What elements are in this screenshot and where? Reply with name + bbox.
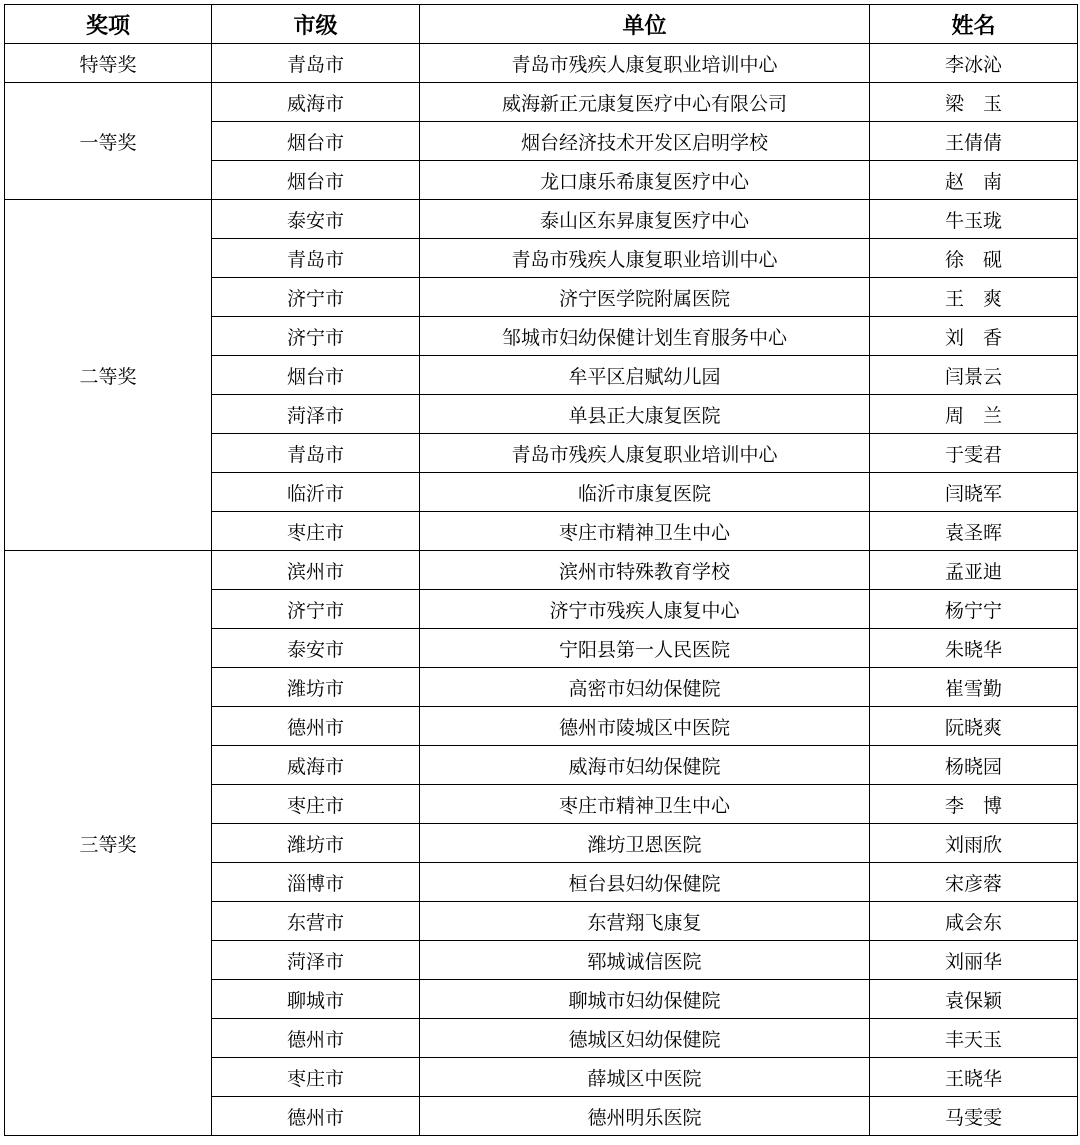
award-table-header [5, 5, 1078, 44]
header-award: 奖项 [5, 5, 212, 44]
city-cell: 德州市 [212, 1019, 420, 1058]
award-level-cell: 三等奖 [5, 551, 212, 1136]
unit-cell: 潍坊卫恩医院 [420, 824, 870, 863]
name-cell: 周 兰 [870, 395, 1078, 434]
unit-cell: 德城区妇幼保健院 [420, 1019, 870, 1058]
table-row [5, 551, 1078, 590]
name-cell: 孟亚迪 [870, 551, 1078, 590]
name-cell: 徐 砚 [870, 239, 1078, 278]
header-unit: 单位 [420, 5, 870, 44]
award-level-cell: 二等奖 [5, 200, 212, 551]
unit-cell: 牟平区启赋幼儿园 [420, 356, 870, 395]
unit-cell: 滨州市特殊教育学校 [420, 551, 870, 590]
city-cell: 德州市 [212, 707, 420, 746]
city-cell: 淄博市 [212, 863, 420, 902]
award-level-cell: 特等奖 [5, 44, 212, 83]
name-cell: 于雯君 [870, 434, 1078, 473]
city-cell: 济宁市 [212, 317, 420, 356]
city-cell: 枣庄市 [212, 512, 420, 551]
city-cell: 青岛市 [212, 239, 420, 278]
name-cell: 咸会东 [870, 902, 1078, 941]
unit-cell: 高密市妇幼保健院 [420, 668, 870, 707]
city-cell: 聊城市 [212, 980, 420, 1019]
unit-cell: 聊城市妇幼保健院 [420, 980, 870, 1019]
name-cell: 杨宁宁 [870, 590, 1078, 629]
name-cell: 丰天玉 [870, 1019, 1078, 1058]
unit-cell: 泰山区东昇康复医疗中心 [420, 200, 870, 239]
name-cell: 王倩倩 [870, 122, 1078, 161]
name-cell: 宋彦蓉 [870, 863, 1078, 902]
unit-cell: 枣庄市精神卫生中心 [420, 785, 870, 824]
unit-cell: 东营翔飞康复 [420, 902, 870, 941]
unit-cell: 德州市陵城区中医院 [420, 707, 870, 746]
table-row [5, 200, 1078, 239]
name-cell: 袁圣晖 [870, 512, 1078, 551]
name-cell: 刘雨欣 [870, 824, 1078, 863]
unit-cell: 临沂市康复医院 [420, 473, 870, 512]
header-name: 姓名 [870, 5, 1078, 44]
unit-cell: 青岛市残疾人康复职业培训中心 [420, 44, 870, 83]
city-cell: 临沂市 [212, 473, 420, 512]
city-cell: 滨州市 [212, 551, 420, 590]
name-cell: 梁 玉 [870, 83, 1078, 122]
name-cell: 赵 南 [870, 161, 1078, 200]
city-cell: 东营市 [212, 902, 420, 941]
city-cell: 烟台市 [212, 122, 420, 161]
name-cell: 王晓华 [870, 1058, 1078, 1097]
unit-cell: 郓城诚信医院 [420, 941, 870, 980]
unit-cell: 宁阳县第一人民医院 [420, 629, 870, 668]
award-list-sheet [4, 4, 1078, 1136]
name-cell: 刘丽华 [870, 941, 1078, 980]
name-cell: 阮晓爽 [870, 707, 1078, 746]
city-cell: 烟台市 [212, 356, 420, 395]
unit-cell: 青岛市残疾人康复职业培训中心 [420, 434, 870, 473]
name-cell: 马雯雯 [870, 1097, 1078, 1136]
name-cell: 牛玉珑 [870, 200, 1078, 239]
unit-cell: 桓台县妇幼保健院 [420, 863, 870, 902]
city-cell: 烟台市 [212, 161, 420, 200]
unit-cell: 邹城市妇幼保健计划生育服务中心 [420, 317, 870, 356]
unit-cell: 威海市妇幼保健院 [420, 746, 870, 785]
city-cell: 威海市 [212, 746, 420, 785]
name-cell: 闫晓军 [870, 473, 1078, 512]
city-cell: 菏泽市 [212, 941, 420, 980]
award-level-cell: 一等奖 [5, 83, 212, 200]
unit-cell: 济宁市残疾人康复中心 [420, 590, 870, 629]
city-cell: 泰安市 [212, 629, 420, 668]
name-cell: 李 博 [870, 785, 1078, 824]
city-cell: 菏泽市 [212, 395, 420, 434]
name-cell: 刘 香 [870, 317, 1078, 356]
city-cell: 泰安市 [212, 200, 420, 239]
name-cell: 闫景云 [870, 356, 1078, 395]
city-cell: 潍坊市 [212, 668, 420, 707]
city-cell: 德州市 [212, 1097, 420, 1136]
table-row [5, 83, 1078, 122]
unit-cell: 薛城区中医院 [420, 1058, 870, 1097]
name-cell: 李冰沁 [870, 44, 1078, 83]
city-cell: 威海市 [212, 83, 420, 122]
city-cell: 济宁市 [212, 590, 420, 629]
unit-cell: 枣庄市精神卫生中心 [420, 512, 870, 551]
city-cell: 潍坊市 [212, 824, 420, 863]
unit-cell: 单县正大康复医院 [420, 395, 870, 434]
unit-cell: 龙口康乐希康复医疗中心 [420, 161, 870, 200]
unit-cell: 济宁医学院附属医院 [420, 278, 870, 317]
name-cell: 王 爽 [870, 278, 1078, 317]
header-city: 市级 [212, 5, 420, 44]
unit-cell: 威海新正元康复医疗中心有限公司 [420, 83, 870, 122]
city-cell: 济宁市 [212, 278, 420, 317]
name-cell: 朱晓华 [870, 629, 1078, 668]
unit-cell: 烟台经济技术开发区启明学校 [420, 122, 870, 161]
city-cell: 青岛市 [212, 44, 420, 83]
header-row [5, 5, 1078, 44]
table-row [5, 44, 1078, 83]
city-cell: 枣庄市 [212, 1058, 420, 1097]
unit-cell: 德州明乐医院 [420, 1097, 870, 1136]
name-cell: 杨晓园 [870, 746, 1078, 785]
name-cell: 崔雪勤 [870, 668, 1078, 707]
award-table-body [5, 44, 1078, 1136]
name-cell: 袁保颖 [870, 980, 1078, 1019]
award-table [4, 4, 1078, 1136]
unit-cell: 青岛市残疾人康复职业培训中心 [420, 239, 870, 278]
city-cell: 枣庄市 [212, 785, 420, 824]
city-cell: 青岛市 [212, 434, 420, 473]
